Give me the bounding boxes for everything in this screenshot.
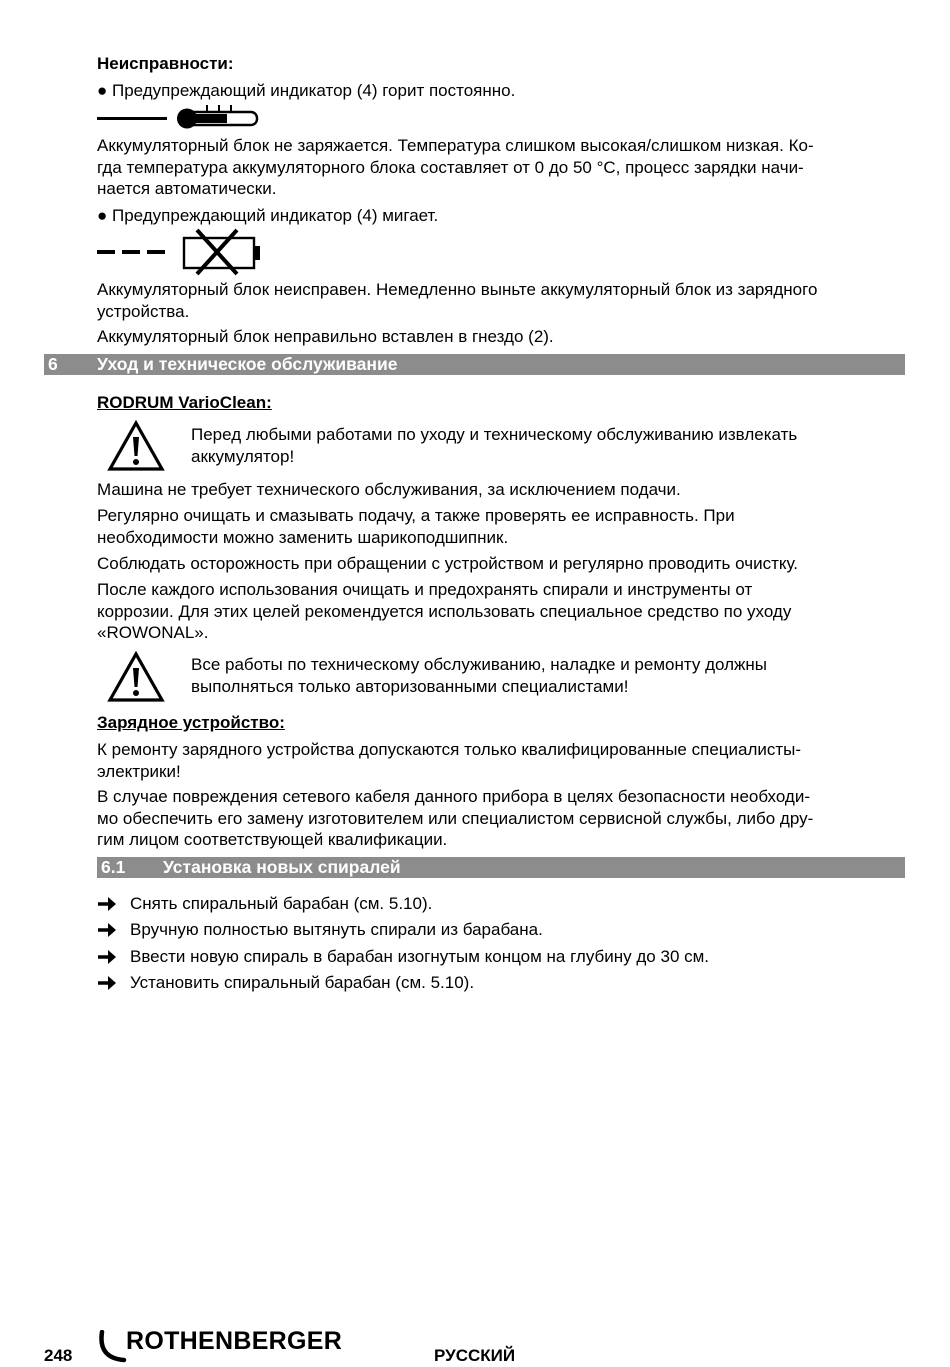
arrow-right-icon xyxy=(97,896,117,912)
list-item: Ввести новую спираль в барабан изогнутым концом на глубину до 30 см. xyxy=(97,946,905,968)
defective-battery-icon xyxy=(97,228,267,276)
rodrum-heading: RODRUM VarioClean: xyxy=(97,393,272,412)
section-title: Установка новых спиралей xyxy=(163,857,401,877)
list-item: Снять спиральный барабан (см. 5.10). xyxy=(97,893,905,915)
page-number: 248 xyxy=(44,1346,73,1365)
rothenberger-logo xyxy=(96,1326,346,1362)
brand-name: ROTHENBERGER xyxy=(126,1327,343,1355)
faults-heading: Неисправности: xyxy=(97,54,234,73)
paragraph-maintenance-free: Машина не требует технического обслуживания, за исключением подачи. xyxy=(97,480,681,499)
arrow-right-icon xyxy=(97,949,117,965)
fault-bullet-steady: ● Предупреждающий индикатор (4) горит постоянно. xyxy=(97,81,516,100)
warning-triangle-icon xyxy=(107,420,165,472)
section-6-header xyxy=(44,354,905,375)
section-number: 6.1 xyxy=(101,857,126,877)
fault-paragraph-inserted: Аккумуляторный блок неправильно вставлен в гнездо (2). xyxy=(97,327,554,346)
paragraph-clean-feed: Регулярно очищать и смазывать подачу, а также проверять ее исправность. При необходимости можно заменить шарикоподшипник. xyxy=(97,506,735,547)
warning-battery-removal: Перед любыми работами по уходу и техническому обслуживанию извлекать аккумулятор! xyxy=(191,425,798,466)
section-6-1-header xyxy=(97,857,905,878)
battery-thermometer-icon xyxy=(97,104,262,132)
logo-arc-icon xyxy=(96,1330,130,1364)
fault-paragraph-temperature: Аккумуляторный блок не заряжается. Температура слишком высокая/слишком низкая. Ко- гда температура аккумуляторного блока составляет от 0 до 50 °C, процесс зарядки начи- нается автоматически. xyxy=(97,136,814,198)
fault-paragraph-defective: Аккумуляторный блок неисправен. Немедленно выньте аккумуляторный блок из зарядного устройства. xyxy=(97,280,818,321)
paragraph-charger-repair: К ремонту зарядного устройства допускаются только квалифицированные специалисты- электрики! xyxy=(97,740,802,781)
warning-authorized-personnel: Все работы по техническому обслуживанию, наладке и ремонту должны выполняться только авторизованными специалистами! xyxy=(191,655,767,696)
list-item: Вручную полностью вытянуть спирали из барабана. xyxy=(97,919,905,941)
paragraph-cable-damage: В случае повреждения сетевого кабеля данного прибора в целях безопасности необходи- мо обеспечить его замену изготовителем или специалистом сервисной службы, либо дру- гим лицом соответствующей квалификации. xyxy=(97,787,814,849)
section-number: 6 xyxy=(48,354,58,374)
paragraph-rowonal: После каждого использования очищать и предохранять спирали и инструменты от коррозии. Для этих целей рекомендуется использовать специальное средство по уходу «ROWONAL». xyxy=(97,580,792,642)
paragraph-caution: Соблюдать осторожность при обращении с устройством и регулярно проводить очистку. xyxy=(97,554,799,573)
warning-triangle-icon xyxy=(107,651,165,703)
arrow-right-icon xyxy=(97,975,117,991)
section-title: Уход и техническое обслуживание xyxy=(97,354,398,374)
arrow-right-icon xyxy=(97,922,117,938)
fault-bullet-blinking: ● Предупреждающий индикатор (4) мигает. xyxy=(97,206,439,225)
charger-heading: Зарядное устройство: xyxy=(97,713,285,732)
list-item: Установить спиральный барабан (см. 5.10). xyxy=(97,972,905,994)
language-label: РУССКИЙ xyxy=(434,1346,516,1365)
